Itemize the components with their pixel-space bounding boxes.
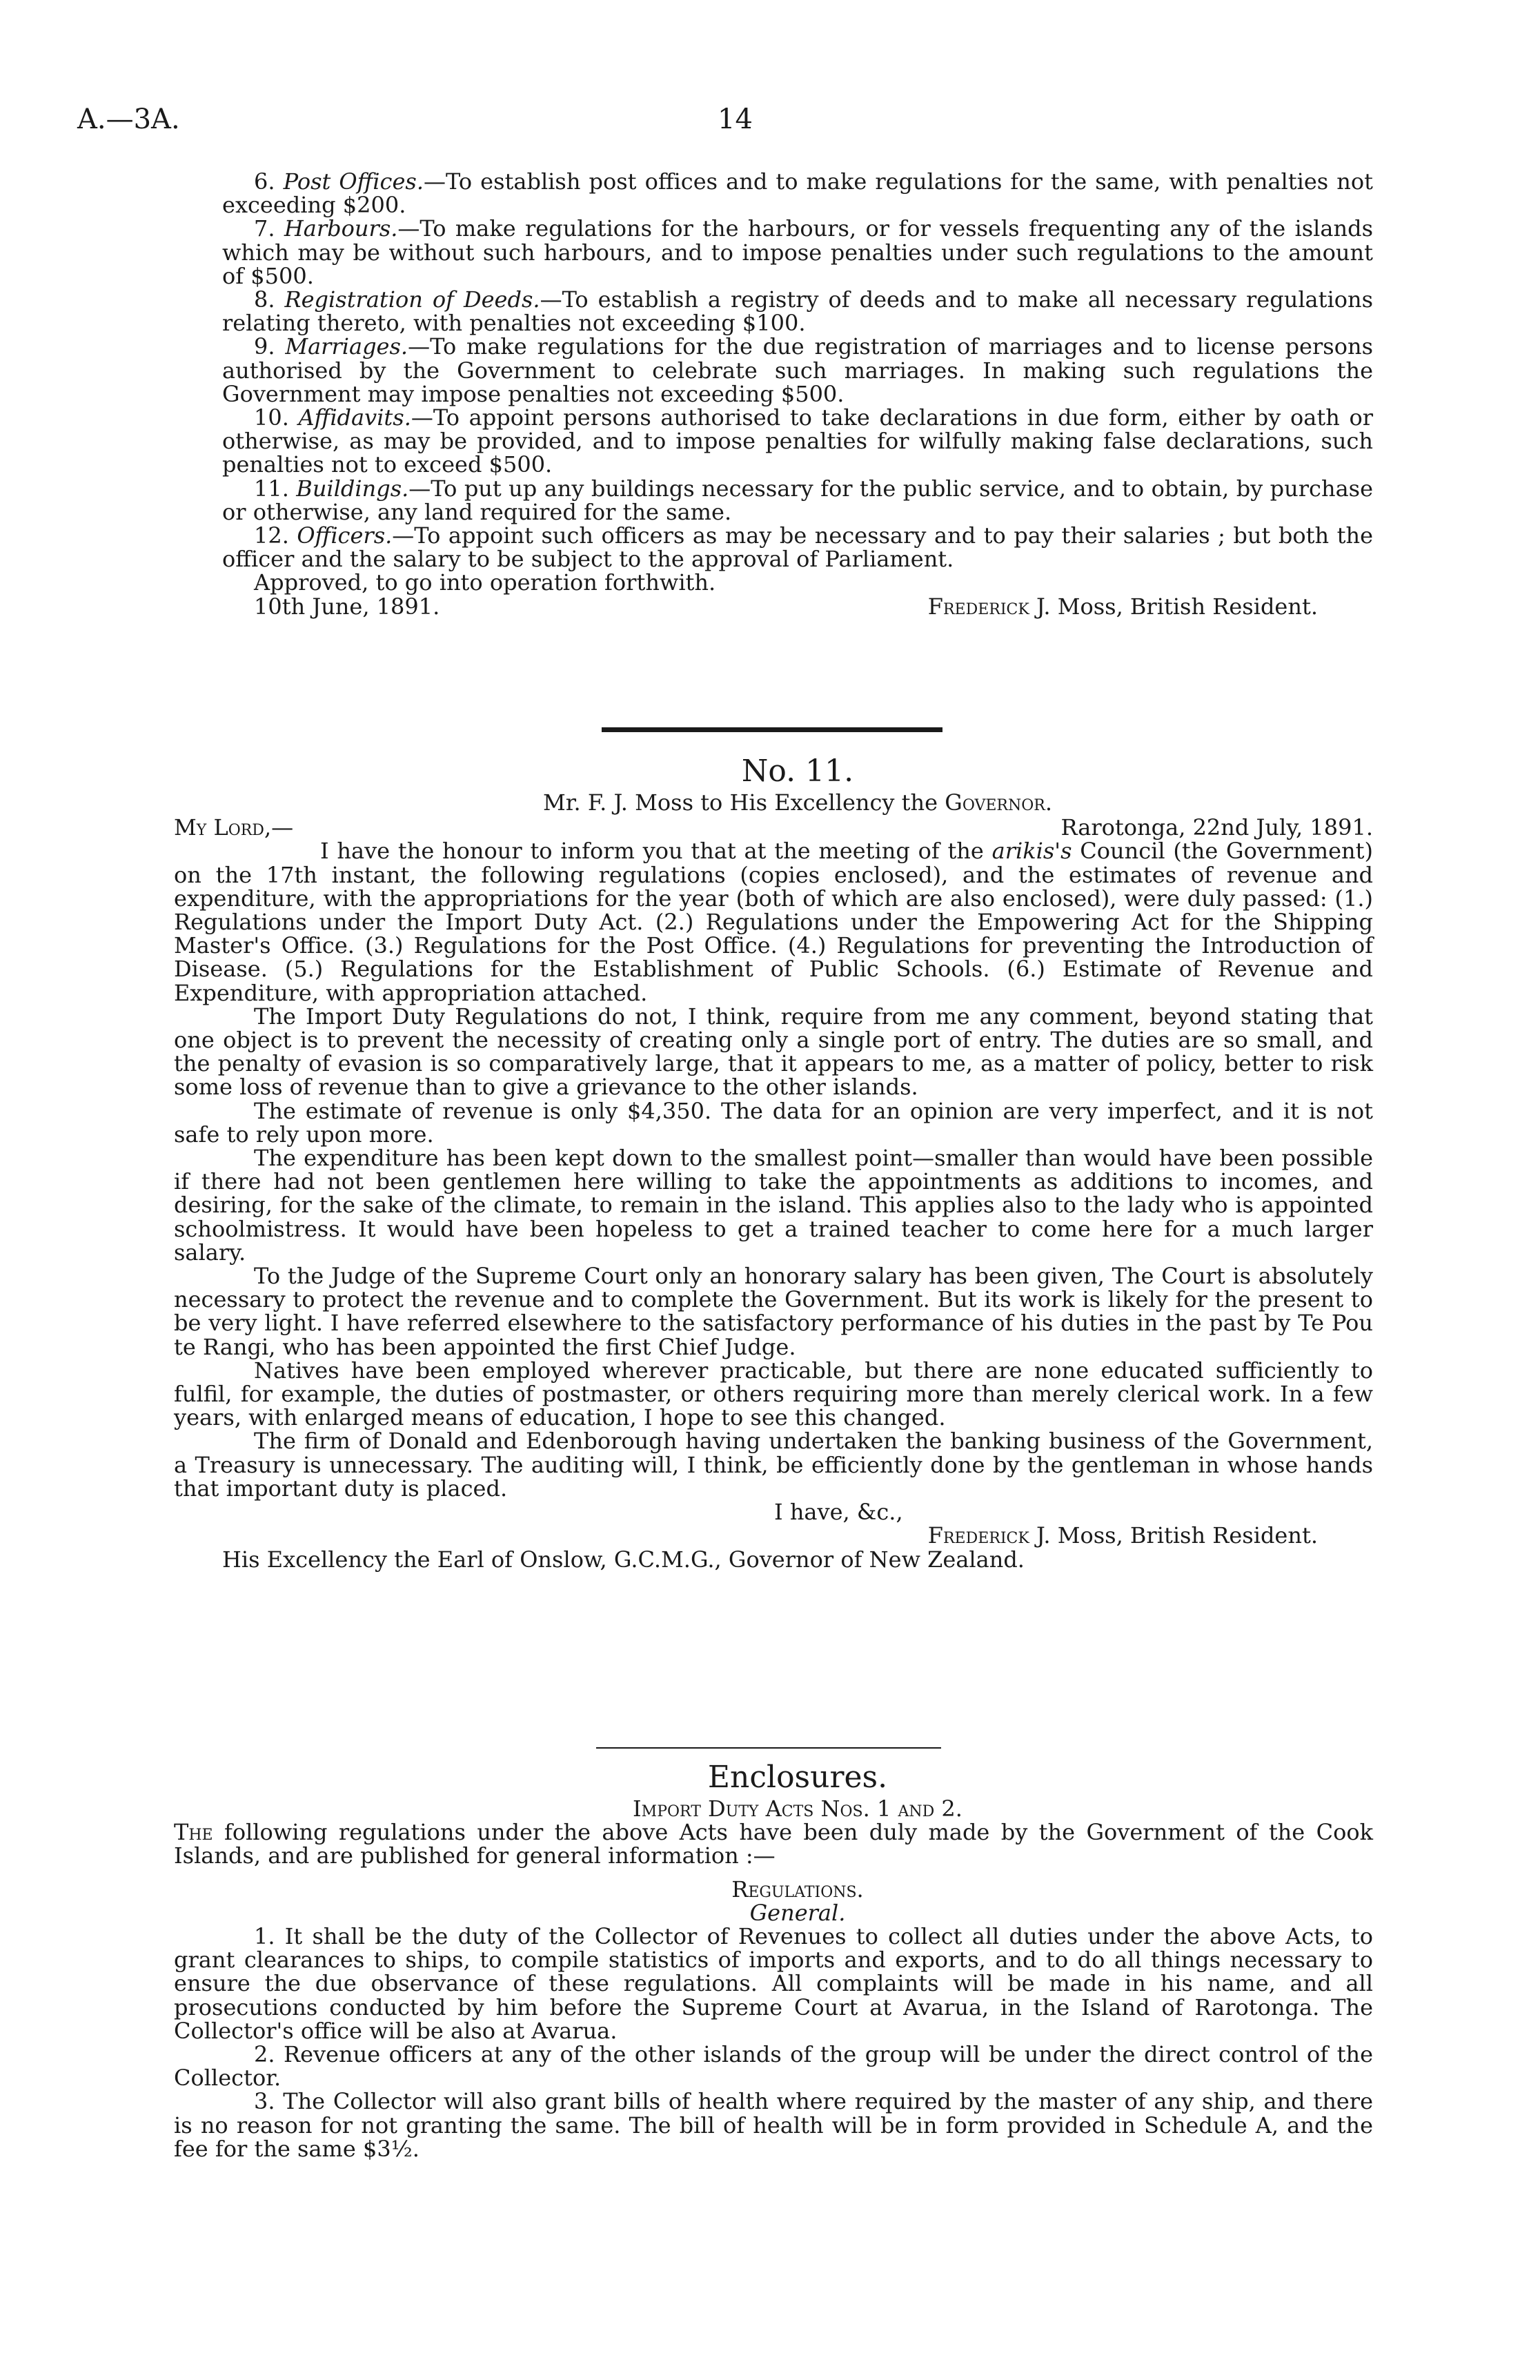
paragraph: I have the honour to inform you that at the meeting of the arikis's Council (the Government) on the 17th instant, the following regulations (copies enclosed), and the estimates of revenue and expenditure, with the appropriations for the year (both of which are also enclosed), were duly passed: (1.) Regulations under the Import Duty Act. (2.) Regulations under the Empowering Act for the Shipping Master's Office. (3.) Regulations for the Post Office. (4.) Regulations for preventing the Introduction of Disease. (5.) Regulations for the Establishment of Public Schools. (6.) Estimate of Revenue and Expenditure, with appropriation attached.: [174, 838, 1374, 1006]
salutation: My Lord,—: [174, 814, 294, 841]
list-item: 10. Affidavits.—To appoint persons authorised to take declarations in due form, either by oath or otherwise, as may be provided, and to impose penalties for wilfully making false declarations, such penalties not to exceed $500.: [222, 404, 1373, 478]
letter-number-title: No. 11.: [741, 754, 854, 789]
paragraph: The firm of Donald and Edenborough having undertaken the banking business of the Government, a Treasury is unnecessary. The auditing will, I think, be efficiently done by the gentleman in whose hands that important duty is placed.: [174, 1428, 1373, 1502]
regulations-heading: Regulations.: [731, 1876, 864, 1902]
enclosures: [174, 1758, 1373, 2162]
enclosures-title: Enclosures.: [707, 1760, 888, 1795]
closing: I have, &c.,: [774, 1499, 903, 1526]
place-date: Rarotonga, 22nd July, 1891.: [1060, 814, 1373, 841]
list-item: 8. Registration of Deeds.—To establish a registry of deeds and to make all necessary regulations relating thereto, with penalties not exceeding $100.: [222, 286, 1374, 337]
list-item: 9. Marriages.—To make regulations for the due registration of marriages and to license persons authorised by the Government to celebrate such marriages. In making such regulations the Government may impose penalties not exceeding $500.: [222, 333, 1374, 407]
paragraph: The expenditure has been kept down to the smallest point—smaller than would have been possible if there had not been gentlemen here willing to take the appointments as additions to incomes, and desiring, for the sake of the climate, to remain in the island. This applies also to the lady who is appointed schoolmistress. It would have been hopeless to get a trained teacher to come here for a much larger salary.: [174, 1145, 1373, 1266]
signature: Frederick J. Moss, British Resident.: [927, 593, 1318, 620]
list-item: 12. Officers.—To appoint such officers as may be necessary and to pay their salaries ; but both the officer and the salary to be subject to the approval of Parliament.: [222, 522, 1374, 573]
paragraph: 3. The Collector will also grant bills of health where required by the master of any ship, and there is no reason for not granting the same. The bill of health will be in form provided in Schedule A, and the fee for the same $3½.: [174, 2088, 1373, 2162]
page-number: 14: [718, 104, 753, 135]
list-item: 6. Post Offices.—To establish post offices and to make regulations for the same, with penalties not exceeding $200.: [222, 168, 1374, 219]
section-divider-thin: [596, 1747, 941, 1749]
date-signature-row: [222, 595, 1373, 618]
approval-line: Approved, to go into operation forthwith.: [254, 569, 716, 596]
list-item: 11. Buildings.—To put up any buildings necessary for the public service, and to obtain, by purchase or otherwise, any land required for the same.: [222, 475, 1374, 525]
enclosures-subtitle: Import Duty Acts Nos. 1 and 2.: [633, 1796, 962, 1822]
paragraph: Natives have been employed wherever practicable, but there are none educated sufficiently to fulfil, for example, the duties of postmaster, or others requiring more than merely clerical work. In a few years, with enlarged means of education, I hope to see this changed.: [174, 1357, 1373, 1431]
addressee: His Excellency the Earl of Onslow, G.C.M.G., Governor of New Zealand.: [222, 1546, 1025, 1573]
salutation-row: [174, 816, 1373, 839]
paragraph: The estimate of revenue is only $4,350. The data for an opinion are very imperfect, and it is not safe to rely upon more.: [174, 1097, 1373, 1148]
page-header-reference: A.—3A.: [77, 104, 180, 135]
paragraph: 1. It shall be the duty of the Collector of Revenues to collect all duties under the above Acts, to grant clearances to ships, to compile statistics of imports and exports, and to do all things necessary to ensure the due observance of these regulations. All complaints will be made in his name, and all prosecutions conducted by him before the Supreme Court at Avarua, in the Island of Rarotonga. The Collector's office will be also at Avarua.: [174, 1923, 1373, 2044]
paragraph: The Import Duty Regulations do not, I think, require from me any comment, beyond stating that one object is to prevent the necessity of creating only a single port of entry. The duties are so small, and the penalty of evasion is so comparatively large, that it appears to me, as a matter of policy, better to risk some loss of revenue than to give a grievance to the other islands.: [174, 1003, 1373, 1101]
paragraph: To the Judge of the Supreme Court only an honorary salary has been given, The Court is absolutely necessary to protect the revenue and to complete the Government. But its work is likely for the present to be very light. I have referred elsewhere to the satisfactory performance of his duties in the past by Te Pou te Rangi, who has been appointed the first Chief Judge.: [174, 1263, 1373, 1360]
general-heading: General.: [749, 1899, 846, 1926]
paragraph: 2. Revenue officers at any of the other islands of the group will be under the direct control of the Collector.: [174, 2041, 1373, 2092]
signature: Frederick J. Moss, British Resident.: [927, 1522, 1318, 1549]
letter-no-11: [174, 752, 1374, 1573]
list-item: 7. Harbours.—To make regulations for the harbours, or for vessels frequenting any of the islands which may be without such harbours, and to impose penalties under such regulations to the amount of $500.: [222, 215, 1374, 289]
powers-list: [222, 170, 1373, 618]
section-divider-thick: [602, 727, 942, 732]
letter-subtitle: Mr. F. J. Moss to His Excellency the Governor.: [543, 789, 1052, 816]
paragraph: The following regulations under the above Acts have been duly made by the Government of the Cook Islands, and are published for general information :—: [174, 1819, 1373, 1869]
approval-date: 10th June, 1891.: [254, 593, 440, 620]
